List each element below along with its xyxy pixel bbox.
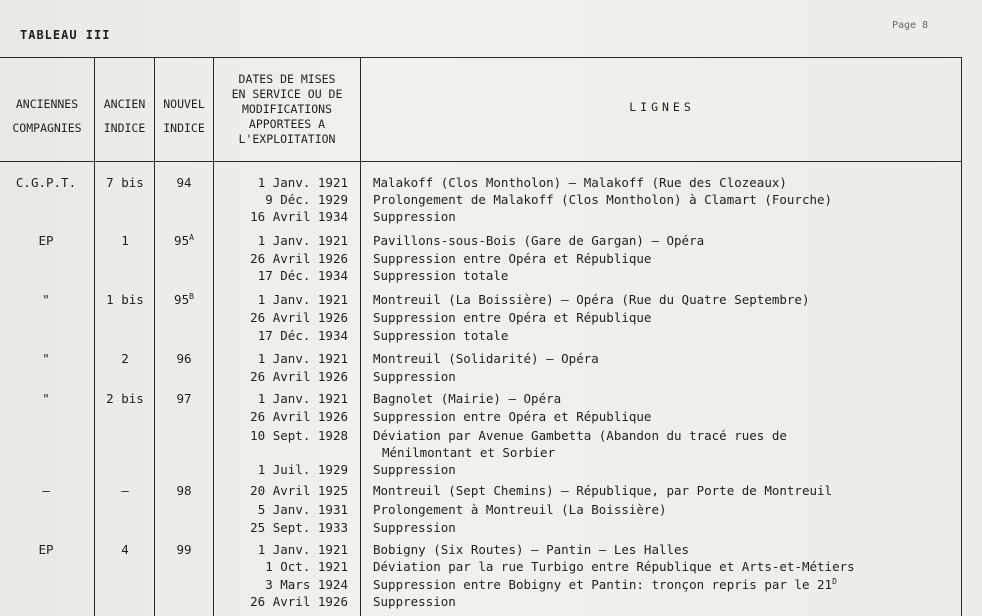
line-description: Suppression entre Opéra et République	[373, 251, 652, 266]
date-cell: 1 Juil. 1929	[257, 462, 348, 477]
ancien-indice: 4	[121, 542, 129, 557]
line-description: Malakoff (Clos Montholon) – Malakoff (Rue des Clozeaux)	[373, 175, 787, 190]
line-description: Suppression totale	[373, 268, 509, 283]
line-description: Montreuil (Sept Chemins) – République, par Porte de Montreuil	[373, 483, 833, 498]
col-divider-5	[961, 57, 962, 616]
line-description: Suppression entre Bobigny et Pantin: tronçon repris par le $21^D$	[373, 577, 837, 593]
date-cell: 26 Avril 1926	[250, 594, 348, 609]
date-cell: 1 Janv. 1921	[257, 233, 348, 248]
header-lignes: LIGNES	[629, 100, 695, 114]
nouvel-indice: $95^B$	[174, 292, 194, 308]
company-label: EP	[38, 542, 54, 557]
date-cell: 1 Oct. 1921	[265, 559, 348, 574]
company-label: "	[42, 292, 50, 307]
company-label: "	[42, 351, 50, 366]
header-companies: ANCIENNES COMPAGNIES	[12, 97, 82, 135]
nouvel-indice: 99	[176, 542, 192, 558]
ancien-indice: 1 bis	[106, 292, 144, 307]
company-label: "	[42, 391, 50, 406]
date-cell: 10 Sept. 1928	[250, 428, 348, 443]
date-cell: 16 Avril 1934	[250, 209, 348, 224]
line-description: Suppression	[373, 462, 456, 477]
col-divider-1	[94, 57, 95, 616]
line-description: Ménilmontant et Sorbier	[382, 445, 556, 460]
date-cell: 1 Janv. 1921	[257, 391, 348, 406]
line-description: Déviation par Avenue Gambetta (Abandon du tracé rues de	[373, 428, 787, 443]
nouvel-indice: 96	[176, 351, 192, 367]
date-cell: 1 Janv. 1921	[257, 542, 348, 557]
company-label: C.G.P.T.	[15, 175, 77, 190]
ancien-indice: –	[121, 483, 129, 498]
header-dates: DATES DE MISES EN SERVICE OU DE MODIFICATIONS APPORTEES A L'EXPLOITATION	[231, 72, 343, 146]
page-number: Page 8	[892, 20, 929, 31]
line-description: Pavillons-sous-Bois (Gare de Gargan) – Opéra	[373, 233, 705, 248]
nouvel-indice: 94	[176, 175, 192, 191]
line-description: Prolongement de Malakoff (Clos Montholon) à Clamart (Fourche)	[373, 192, 833, 207]
date-cell: 25 Sept. 1933	[250, 520, 348, 535]
col-divider-4	[360, 57, 361, 616]
line-description: Montreuil (Solidarité) – Opéra	[373, 351, 599, 366]
line-description: Suppression	[373, 594, 456, 609]
header-bottom-rule	[0, 161, 962, 162]
line-description: Bagnolet (Mairie) – Opéra	[373, 391, 562, 406]
table-top-rule	[0, 57, 962, 58]
line-description: Bobigny (Six Routes) – Pantin – Les Halles	[373, 542, 690, 557]
nouvel-indice: $95^A$	[174, 233, 194, 249]
date-cell: 1 Janv. 1921	[257, 175, 348, 190]
line-description: Suppression	[373, 520, 456, 535]
date-cell: 26 Avril 1926	[250, 409, 348, 424]
date-cell: 1 Janv. 1921	[257, 351, 348, 366]
company-label: EP	[38, 233, 54, 248]
line-description: Suppression	[373, 369, 456, 384]
date-cell: 17 Déc. 1934	[257, 328, 348, 343]
ancien-indice: 7 bis	[106, 175, 144, 190]
line-description: Déviation par la rue Turbigo entre République et Arts-et-Métiers	[373, 559, 855, 574]
date-cell: 17 Déc. 1934	[257, 268, 348, 283]
nouvel-indice: 98	[176, 483, 192, 499]
line-description: Suppression totale	[373, 328, 509, 343]
date-cell: 26 Avril 1926	[250, 251, 348, 266]
ancien-indice: 2 bis	[106, 391, 144, 406]
ancien-indice: 2	[121, 351, 129, 366]
line-description: Suppression entre Opéra et République	[373, 409, 652, 424]
line-description: Prolongement à Montreuil (La Boissière)	[373, 502, 667, 517]
company-label: –	[42, 483, 50, 498]
line-description: Montreuil (La Boissière) – Opéra (Rue du Quatre Septembre)	[373, 292, 810, 307]
date-cell: 20 Avril 1925	[250, 483, 348, 498]
nouvel-indice: 97	[176, 391, 192, 407]
header-ancien-indice: ANCIEN INDICE	[103, 97, 146, 135]
table-title: TABLEAU III	[20, 28, 111, 42]
header-nouvel-indice: NOUVEL INDICE	[163, 97, 205, 135]
date-cell: 1 Janv. 1921	[257, 292, 348, 307]
date-cell: 3 Mars 1924	[265, 577, 348, 592]
date-cell: 26 Avril 1926	[250, 369, 348, 384]
date-cell: 26 Avril 1926	[250, 310, 348, 325]
col-divider-2	[154, 57, 155, 616]
date-cell: 9 Déc. 1929	[265, 192, 348, 207]
ancien-indice: 1	[121, 233, 129, 248]
line-description: Suppression entre Opéra et République	[373, 310, 652, 325]
line-description: Suppression	[373, 209, 456, 224]
date-cell: 5 Janv. 1931	[257, 502, 348, 517]
